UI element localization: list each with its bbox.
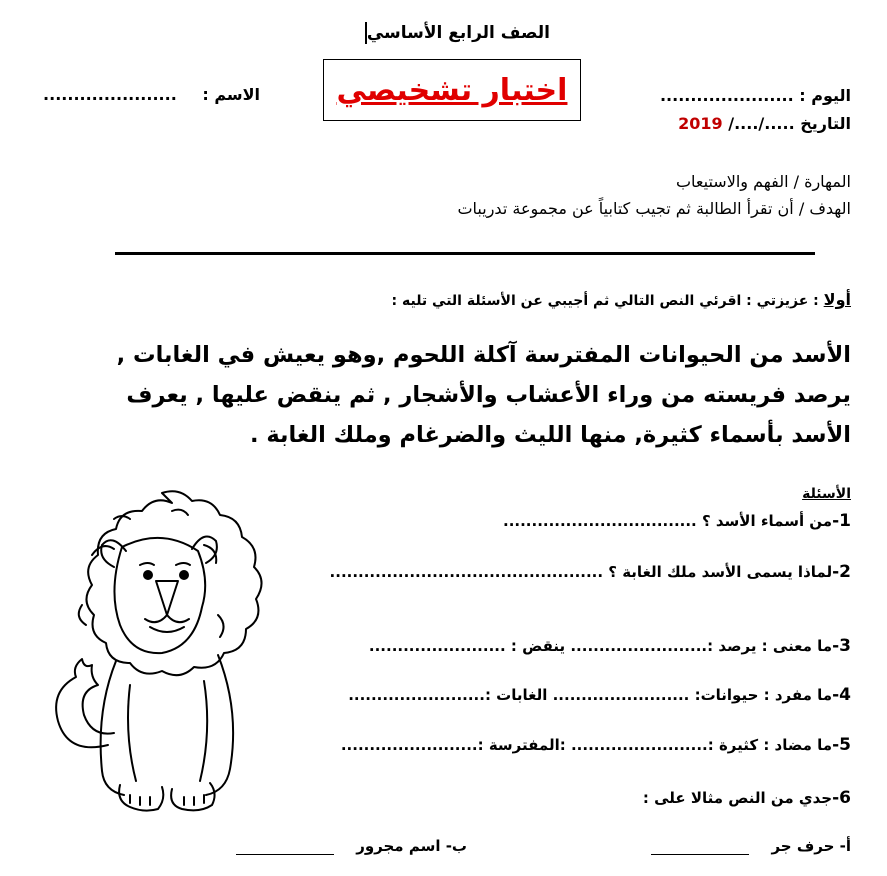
- lion-illustration: [22, 485, 284, 825]
- question-1[interactable]: [503, 511, 851, 531]
- questions-heading: الأسئلة: [802, 486, 851, 502]
- question-number: 6-: [832, 788, 851, 808]
- question-4[interactable]: [348, 685, 851, 705]
- question-number: 5-: [832, 735, 851, 755]
- section-label: أولا: [823, 290, 851, 309]
- grade-text: الصف الرابع الأساسي: [366, 23, 550, 43]
- instruction-line: [392, 290, 851, 309]
- skill-line: المهارة / الفهم والاستيعاب: [675, 172, 851, 191]
- exam-title: اختبار تشخيصي: [336, 72, 568, 108]
- answer-blank[interactable]: [651, 840, 749, 855]
- question-number: 3-: [832, 636, 851, 656]
- name-field[interactable]: [43, 85, 260, 104]
- lion-body: [101, 655, 234, 795]
- question-text: أ- حرف جر: [771, 837, 851, 855]
- date-value: .....‏/....‏/: [728, 114, 795, 133]
- question-number: 4-: [832, 685, 851, 705]
- day-dots: ......................: [659, 86, 794, 105]
- question-text: ما مضاد : كثيرة :........................ :المفترسة :........................: [340, 736, 833, 754]
- question-text: لماذا يسمى الأسد ملك الغابة ؟ ................................................: [329, 563, 833, 581]
- question-text: جدي من النص مثالا على :: [642, 789, 833, 807]
- grade-heading: [363, 22, 550, 44]
- name-dots: ......................: [43, 85, 177, 104]
- question-number: 2-: [832, 562, 851, 582]
- question-6a[interactable]: [651, 837, 851, 855]
- question-6b[interactable]: [236, 837, 467, 855]
- question-text: ما معنى : يرصد :........................ ينقض : ........................: [368, 637, 833, 655]
- question-number: 1-: [832, 511, 851, 531]
- date-label: التاريخ: [800, 114, 851, 133]
- question-3[interactable]: [369, 636, 851, 656]
- name-label: الاسم :: [202, 85, 260, 104]
- lion-tail: [56, 659, 114, 747]
- date-field[interactable]: [678, 114, 851, 133]
- instruction-text: : عزيزتي : اقرئي النص التالي ثم أجيبي عن الأسئلة التي تليه :: [391, 293, 819, 309]
- lion-nose: [156, 581, 178, 615]
- lion-mane: [86, 491, 261, 675]
- answer-blank[interactable]: [236, 840, 334, 855]
- divider: [115, 252, 815, 255]
- date-year: 2019: [678, 114, 723, 133]
- question-text: ما مفرد : حيوانات: ........................ الغابات :........................: [348, 686, 833, 704]
- goal-line: الهدف / أن تقرأ الطالبة ثم تجيب كتابياً عن مجموعة تدريبات: [457, 199, 851, 218]
- question-text: من أسماء الأسد ؟ ..................................: [503, 512, 833, 530]
- reading-passage: الأسد من الحيوانات المفترسة آكلة اللحوم ,وهو يعيش في الغابات , يرصد فريسته من وراء الأعشاب والأشجار , ثم ينقض عليها , يعرف الأسد بأسماء كثيرة, منها الليث والضرغام وملك الغابة .: [116, 342, 851, 448]
- question-2[interactable]: [330, 562, 851, 582]
- day-field[interactable]: [660, 86, 851, 105]
- day-label: اليوم :: [799, 86, 851, 105]
- title-box: [323, 59, 581, 121]
- question-5[interactable]: [341, 735, 851, 755]
- lion-paws: [119, 783, 214, 811]
- question-text: ب- اسم مجرور: [356, 837, 467, 855]
- question-6: [643, 788, 851, 808]
